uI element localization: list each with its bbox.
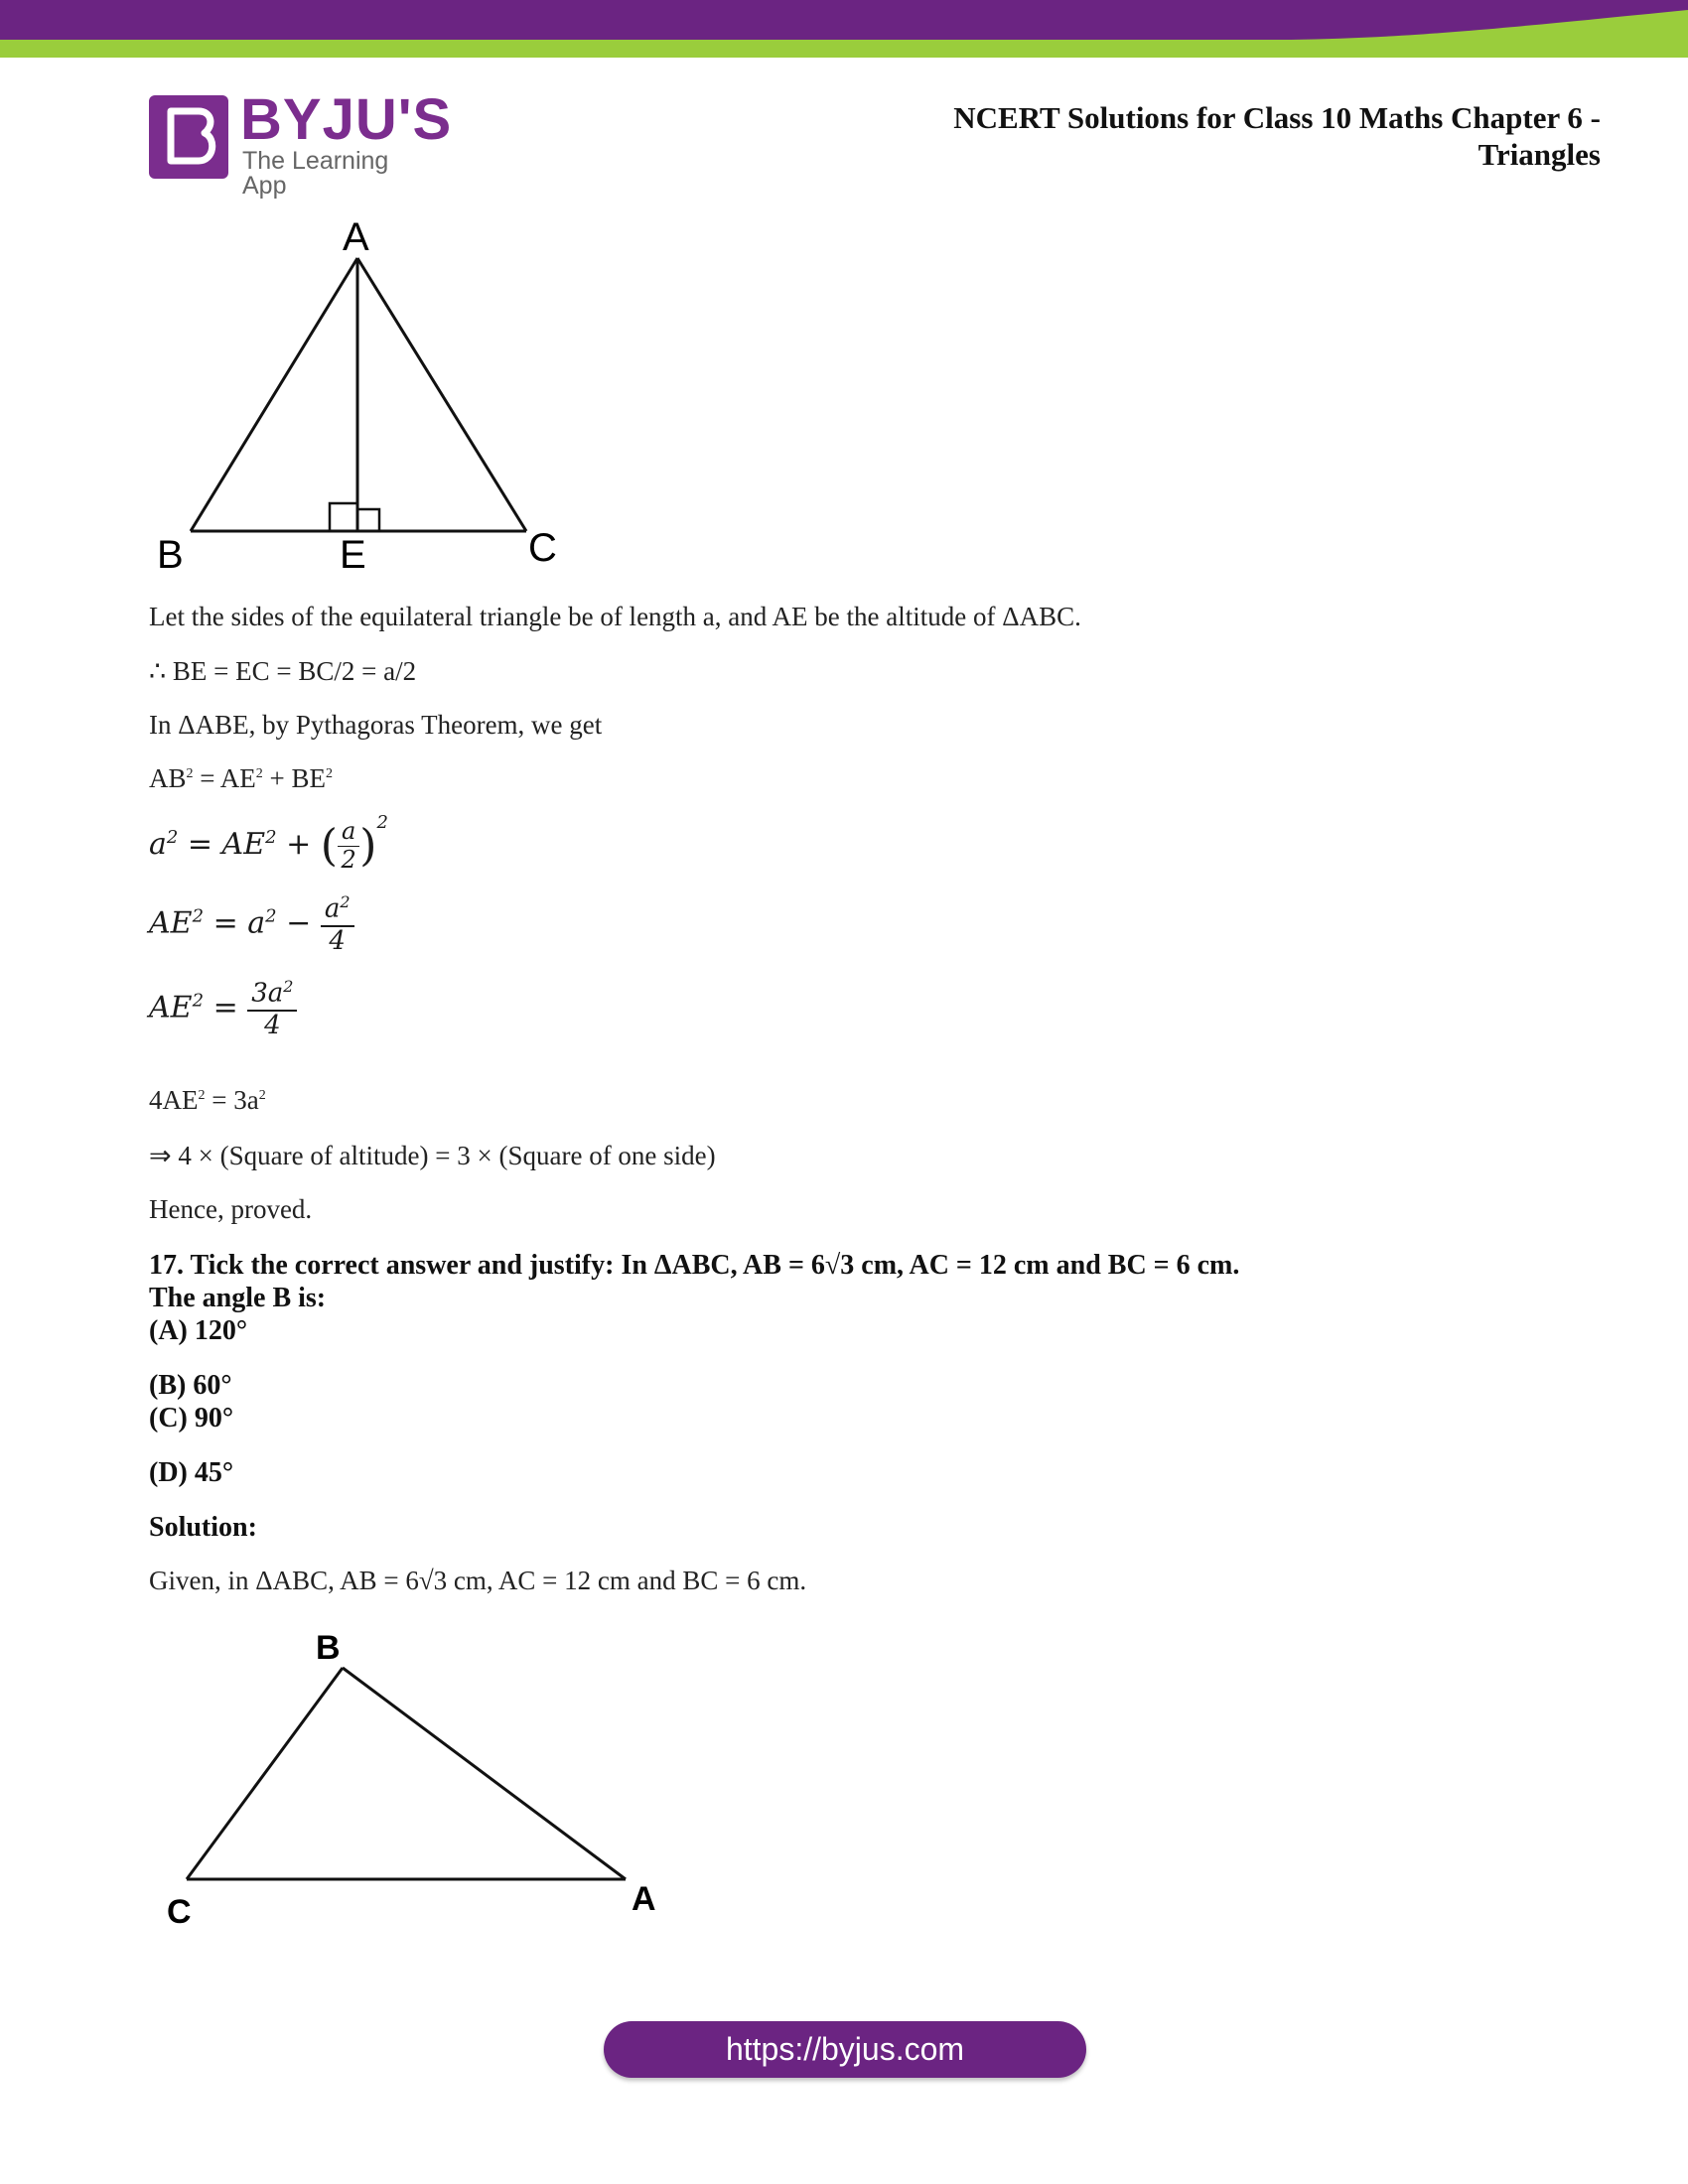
vertex-label-c-2: C bbox=[167, 1893, 192, 1931]
page-title bbox=[846, 99, 1601, 173]
side-ac bbox=[357, 258, 526, 531]
option-c: (C) 90° bbox=[149, 1403, 234, 1433]
equilateral-triangle-figure bbox=[149, 208, 576, 576]
header-band bbox=[0, 0, 1688, 62]
vertex-label-b-2: B bbox=[316, 1629, 341, 1667]
logo-tagline: The Learning App bbox=[242, 147, 389, 200]
fraction-3a2-over-4: $\frac{3a^2}{4}$ bbox=[247, 978, 297, 1040]
equation-a-squared: $a^2 = AE^2$ + ( $\frac{a}{2}$ )$^2$ bbox=[149, 812, 388, 874]
logo-name: BYJU'S bbox=[240, 87, 453, 152]
vertex-label-a-2: A bbox=[632, 1880, 656, 1918]
byjus-logo bbox=[149, 87, 453, 200]
text-4ae-squared: $4AE^2 = 3a^2$ bbox=[149, 1085, 266, 1115]
text-pythagoras-equation: $AB^2 = AE^2 + BE^2$ bbox=[149, 763, 333, 793]
foot-label-e: E bbox=[340, 533, 366, 576]
paren-open: ( bbox=[320, 820, 338, 872]
option-a: (A) 120° bbox=[149, 1315, 248, 1346]
side-bc-2 bbox=[187, 1668, 343, 1879]
right-angle-mark-left bbox=[330, 503, 357, 531]
option-d: (D) 45° bbox=[149, 1457, 234, 1488]
solution-label: Solution: bbox=[149, 1512, 257, 1543]
question-17-line2: The angle B is: bbox=[149, 1283, 327, 1313]
question-17-line1: 17. Tick the correct answer and justify: In ΔABC, AB = 6√3 cm, AC = 12 cm and BC = 6 cm. bbox=[149, 1250, 1240, 1281]
side-ab bbox=[191, 258, 357, 531]
text-given: Given, in ΔABC, AB = 6√3 cm, AC = 12 cm and BC = 6 cm. bbox=[149, 1566, 807, 1595]
vertex-label-c: C bbox=[528, 526, 557, 570]
right-angle-mark-right bbox=[357, 509, 379, 531]
side-ba-2 bbox=[343, 1668, 626, 1879]
fraction-a-over-2: $\frac{a}{2}$ bbox=[338, 818, 359, 874]
text-pythagoras-intro: In ΔABE, by Pythagoras Theorem, we get bbox=[149, 710, 603, 740]
logo-b-icon bbox=[149, 95, 228, 179]
vertex-label-a: A bbox=[343, 215, 369, 259]
page-title-line1: NCERT Solutions for Class 10 Maths Chapter 6 - bbox=[953, 100, 1601, 135]
triangle-abc-figure bbox=[149, 1613, 675, 1941]
text-conclusion: ⇒ 4 × (Square of altitude) = 3 × (Square of one side) bbox=[149, 1141, 716, 1170]
equation-ae-squared-2: $AE^2$ = $\frac{3a^2}{4}$ bbox=[149, 978, 297, 1040]
text-be-ec: ∴ BE = EC = BC/2 = a/2 bbox=[149, 656, 417, 686]
page-title-line2: Triangles bbox=[1477, 137, 1601, 172]
text-hence-proved: Hence, proved. bbox=[149, 1194, 313, 1224]
text-sides-definition: Let the sides of the equilateral triangle be of length a, and AE be the altitude of ΔABC. bbox=[149, 602, 1081, 631]
footer-url-link[interactable]: https://byjus.com bbox=[604, 2021, 1086, 2078]
fraction-a2-over-4: $\frac{a^2}{4}$ bbox=[321, 893, 354, 956]
paren-close: ) bbox=[359, 820, 377, 872]
option-b: (B) 60° bbox=[149, 1370, 232, 1401]
equation-ae-squared-1: $AE^2 = a^2$ − $\frac{a^2}{4}$ bbox=[149, 893, 354, 956]
logo-mark bbox=[149, 95, 228, 179]
vertex-label-b: B bbox=[157, 533, 184, 576]
